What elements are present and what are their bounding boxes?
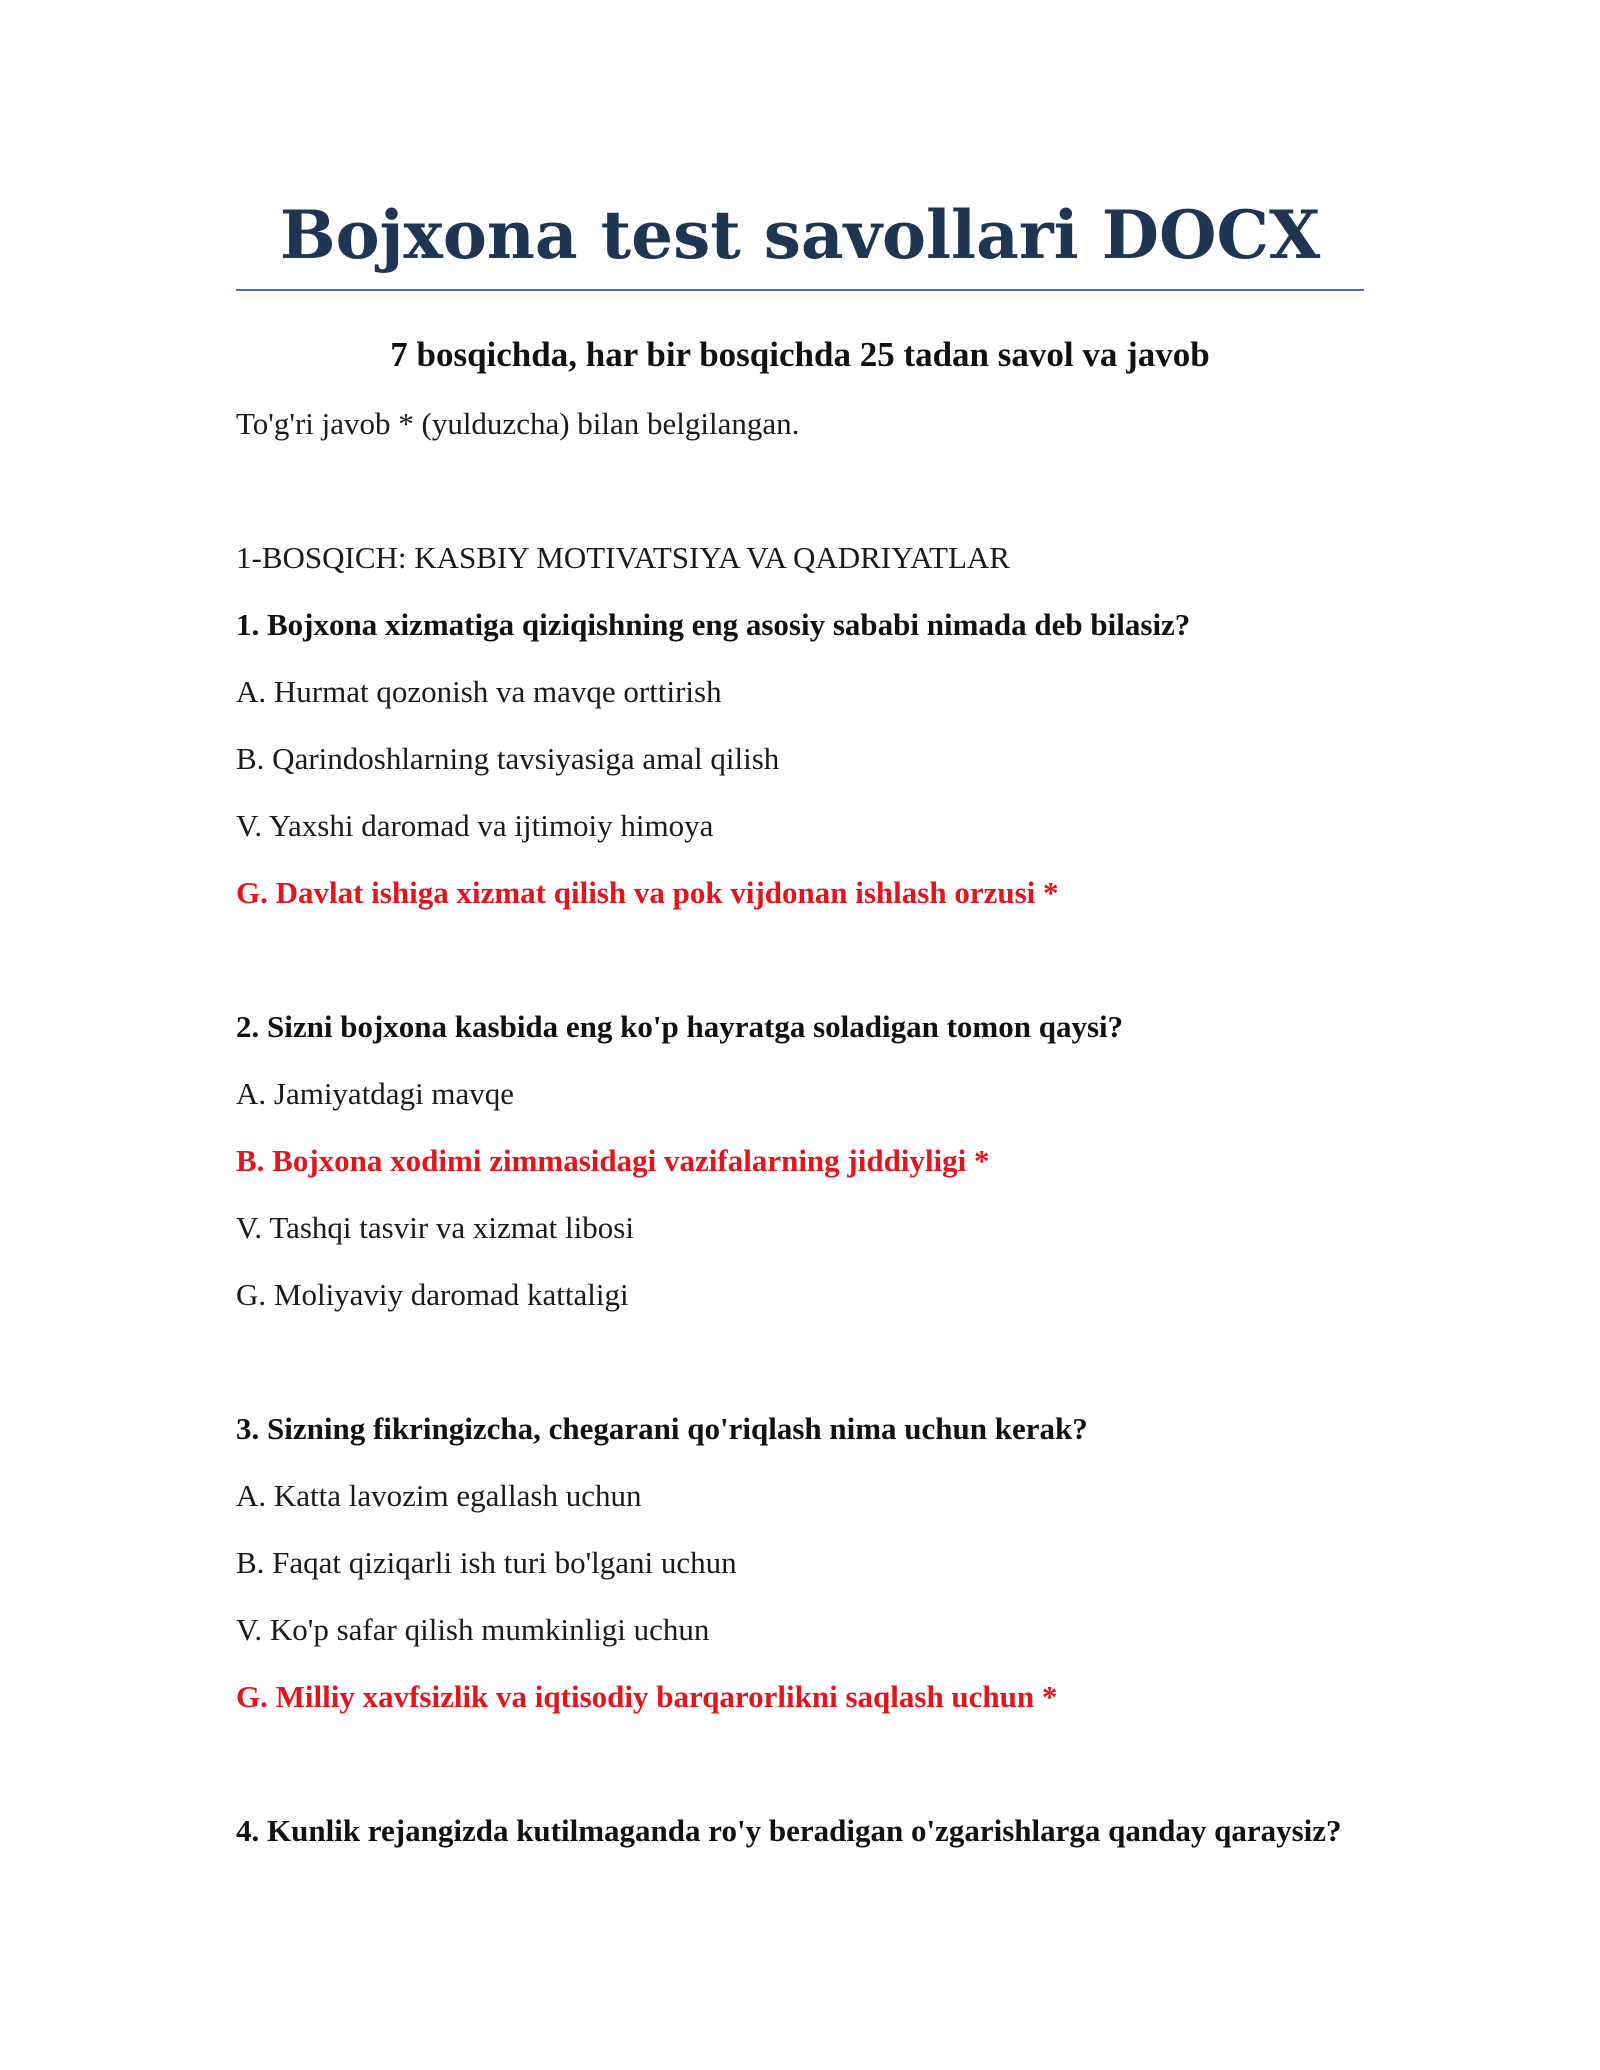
question-2-option-g: G. Moliyaviy daromad kattaligi [236,1277,629,1312]
question-2: 2. Sizni bojxona kasbida eng ko'p hayratga soladigan tomon qaysi? [236,1009,1124,1044]
question-3-option-g-correct: G. Milliy xavfsizlik va iqtisodiy barqarorlikni saqlash uchun * [236,1679,1058,1714]
question-1: 1. Bojxona xizmatiga qiziqishning eng asosiy sababi nimada deb bilasiz? [236,607,1191,642]
question-3-option-v: V. Ko'p safar qilish mumkinligi uchun [236,1612,710,1647]
question-3: 3. Sizning fikringizcha, chegarani qo'riqlash nima uchun kerak? [236,1411,1088,1446]
question-2-option-b-correct: B. Bojxona xodimi zimmasidagi vazifalarning jiddiyligi * [236,1143,990,1178]
section-heading: 1-BOSQICH: KASBIY MOTIVATSIYA VA QADRIYATLAR [236,540,1010,575]
question-4: 4. Kunlik rejangizda kutilmaganda ro'y beradigan o'zgarishlarga qanday qaraysiz? [236,1813,1342,1848]
question-3-option-b: B. Faqat qiziqarli ish turi bo'lgani uchun [236,1545,737,1580]
question-1-option-g-correct: G. Davlat ishiga xizmat qilish va pok vijdonan ishlash orzusi * [236,875,1059,910]
question-1-option-v: V. Yaxshi daromad va ijtimoiy himoya [236,808,714,843]
question-2-option-a: A. Jamiyatdagi mavqe [236,1076,515,1111]
question-2-option-v: V. Tashqi tasvir va xizmat libosi [236,1210,634,1245]
question-1-option-b: B. Qarindoshlarning tavsiyasiga amal qilish [236,741,780,776]
question-1-option-a: A. Hurmat qozonish va mavqe orttirish [236,674,722,709]
document-title: Bojxona test savollari DOCX [279,196,1321,274]
title-underline [236,289,1364,291]
answer-key-note: To'g'ri javob * (yulduzcha) bilan belgilangan. [236,406,800,441]
question-3-option-a: A. Katta lavozim egallash uchun [236,1478,642,1513]
document-subtitle: 7 bosqichda, har bir bosqichda 25 tadan savol va javob [390,335,1210,374]
